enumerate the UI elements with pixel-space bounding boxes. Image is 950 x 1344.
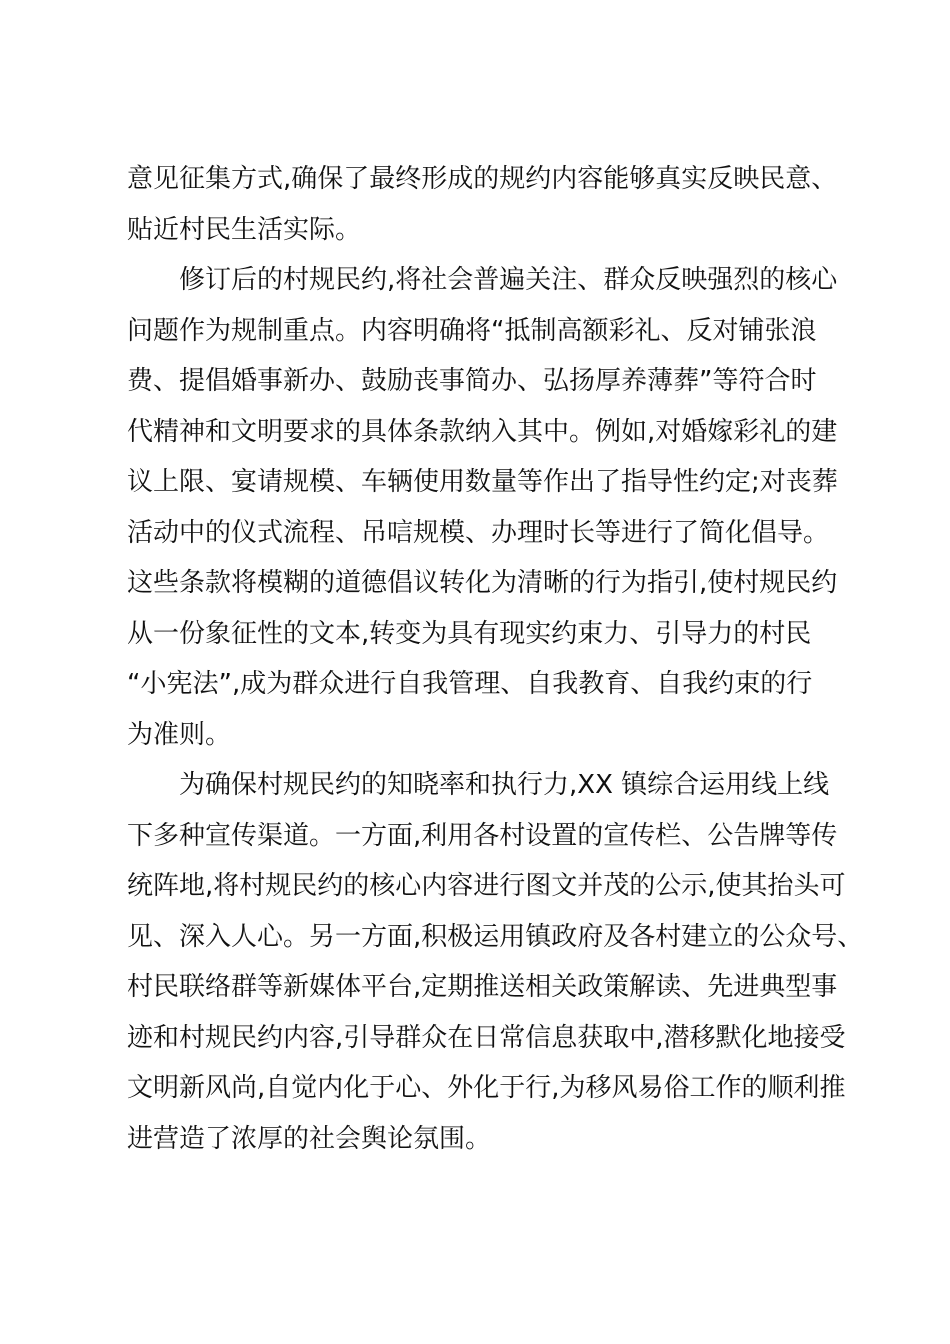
paragraph-line: 活动中的仪式流程、吊唁规模、办理时长等进行了简化倡导。 <box>127 517 830 548</box>
paragraph-line: 文明新风尚,自觉内化于心、外化于行,为移风易俗工作的顺利推 <box>127 1073 846 1103</box>
paragraph-line: 下多种宣传渠道。一方面,利用各村设置的宣传栏、公告牌等传 <box>127 820 838 851</box>
paragraph-line: 代精神和文明要求的具体条款纳入其中。例如,对婚嫁彩礼的建 <box>127 416 838 447</box>
paragraph-line: 这些条款将模糊的道德倡议转化为清晰的行为指引,使村规民约 <box>127 568 838 598</box>
paragraph-1 <box>127 154 839 255</box>
paragraph-line: 费、提倡婚事新办、鼓励丧事简办、弘扬厚养薄葬”等符合时 <box>127 366 817 396</box>
paragraph-line: “小宪法”,成为群众进行自我管理、自我教育、自我约束的行 <box>127 669 813 699</box>
paragraph-line: 迹和村规民约内容,引导群众在日常信息获取中,潜移默化地接受 <box>127 1022 846 1053</box>
paragraph-line: 进营造了浓厚的社会舆论氛围。 <box>127 1123 492 1154</box>
paragraph-line: 为准则。 <box>127 719 232 750</box>
paragraph-line: 问题作为规制重点。内容明确将“抵制高额彩礼、反对铺张浪 <box>127 315 817 346</box>
paragraph-line: 从一份象征性的文本,转变为具有现实约束力、引导力的村民 <box>127 618 812 649</box>
paragraph-line: 贴近村民生活实际。 <box>127 214 362 245</box>
paragraph-line: 见、深入人心。另一方面,积极运用镇政府及各村建立的公众号、 <box>127 921 864 952</box>
paragraph-line: 村民联络群等新媒体平台,定期推送相关政策解读、先进典型事 <box>127 972 838 1002</box>
body-text <box>127 154 864 1164</box>
paragraph-line: 为确保村规民约的知晓率和执行力,XX 镇综合运用线上线 <box>179 770 830 800</box>
paragraph-line: 修订后的村规民约,将社会普遍关注、群众反映强烈的核心 <box>179 265 838 295</box>
paragraph-2 <box>127 255 839 760</box>
paragraph-line: 统阵地,将村规民约的核心内容进行图文并茂的公示,使其抬头可 <box>127 871 846 901</box>
paragraph-line: 议上限、宴请规模、车辆使用数量等作出了指导性约定;对丧葬 <box>127 467 838 497</box>
paragraph-line: 意见征集方式,确保了最终形成的规约内容能够真实反映民意、 <box>127 164 838 194</box>
paragraph-3 <box>127 760 864 1164</box>
